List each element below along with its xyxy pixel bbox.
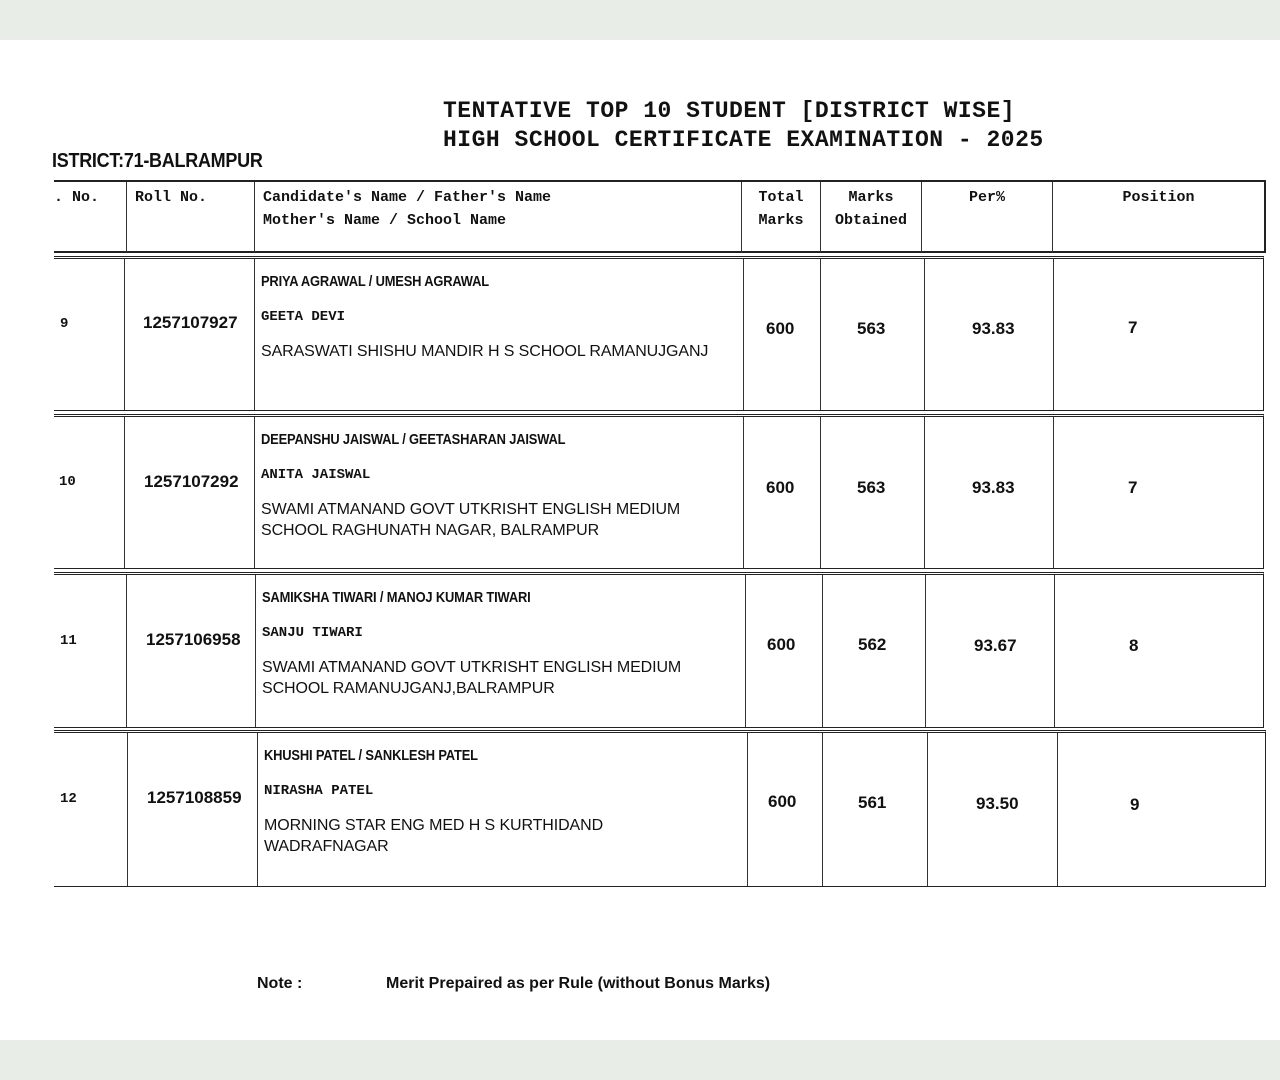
district-label: ISTRICT:71-BALRAMPUR	[52, 150, 263, 172]
table-header	[54, 180, 1266, 253]
note-label: Note :	[257, 975, 303, 992]
per-cell: 93.83	[924, 259, 1053, 410]
title-line-1: TENTATIVE TOP 10 STUDENT [DISTRICT WISE]	[443, 98, 1016, 124]
roll-cell: 1257106958	[126, 575, 255, 727]
header-position: Position	[1052, 182, 1264, 253]
position-cell: 7	[1053, 417, 1264, 568]
header-sno: . No.	[54, 189, 100, 206]
mother-name: NIRASHA PATEL	[264, 783, 374, 799]
mother-name: SANJU TIWARI	[262, 625, 363, 641]
header-marks-obtained: Marks Obtained	[820, 182, 921, 253]
total-cell: 600	[743, 259, 820, 410]
table-row	[54, 572, 1264, 728]
table-row	[54, 256, 1264, 411]
roll-cell: 1257107292	[124, 417, 254, 568]
sno-cell: 9	[60, 316, 69, 332]
total-cell: 600	[747, 733, 822, 886]
per-cell: 93.50	[927, 733, 1057, 886]
obtained-cell: 563	[820, 417, 924, 568]
candidate-father-name: KHUSHI PATEL / SANKLESH PATEL	[264, 747, 478, 764]
document-title	[443, 97, 1044, 155]
position-cell: 8	[1054, 575, 1264, 727]
roll-cell: 1257108859	[127, 733, 257, 886]
school-name: SWAMI ATMANAND GOVT UTKRISHT ENGLISH MEDIUM SCHOOL RAMANUJGANJ,BALRAMPUR	[262, 659, 682, 697]
table-row	[54, 730, 1266, 887]
obtained-cell: 563	[820, 259, 924, 410]
header-roll: Roll No.	[126, 182, 254, 253]
note-text: Merit Prepaired as per Rule (without Bonus Marks)	[386, 975, 771, 992]
sno-cell: 12	[60, 791, 77, 807]
candidate-father-name: SAMIKSHA TIWARI / MANOJ KUMAR TIWARI	[262, 589, 531, 606]
school-name: MORNING STAR ENG MED H S KURTHIDAND WADRAFNAGAR	[264, 817, 604, 855]
obtained-cell: 562	[822, 575, 925, 727]
total-cell: 600	[743, 417, 820, 568]
roll-cell: 1257107927	[124, 259, 254, 410]
sno-cell: 11	[60, 633, 77, 649]
title-line-2: HIGH SCHOOL CERTIFICATE EXAMINATION - 2025	[443, 127, 1044, 153]
total-cell: 600	[745, 575, 822, 727]
name-cell	[255, 575, 745, 727]
header-name: Candidate's Name / Father's Name Mother's Name / School Name	[254, 182, 741, 253]
mother-name: ANITA JAISWAL	[261, 467, 371, 483]
sno-cell: 10	[59, 474, 76, 490]
candidate-father-name: PRIYA AGRAWAL / UMESH AGRAWAL	[261, 273, 489, 290]
name-cell	[254, 259, 743, 410]
school-name: SWAMI ATMANAND GOVT UTKRISHT ENGLISH MEDIUM SCHOOL RAGHUNATH NAGAR, BALRAMPUR	[261, 501, 681, 539]
per-cell: 93.83	[924, 417, 1053, 568]
table-row	[54, 414, 1264, 569]
header-total-marks: Total Marks	[741, 182, 820, 253]
name-cell	[257, 733, 747, 886]
name-cell	[254, 417, 743, 568]
header-percentage: Per%	[921, 182, 1052, 253]
candidate-father-name: DEEPANSHU JAISWAL / GEETASHARAN JAISWAL	[261, 431, 566, 448]
mother-name: GEETA DEVI	[261, 309, 346, 325]
position-cell: 7	[1053, 259, 1264, 410]
school-name: SARASWATI SHISHU MANDIR H S SCHOOL RAMANUJGANJ	[261, 343, 709, 360]
obtained-cell: 561	[822, 733, 927, 886]
per-cell: 93.67	[925, 575, 1054, 727]
position-cell: 9	[1057, 733, 1266, 886]
